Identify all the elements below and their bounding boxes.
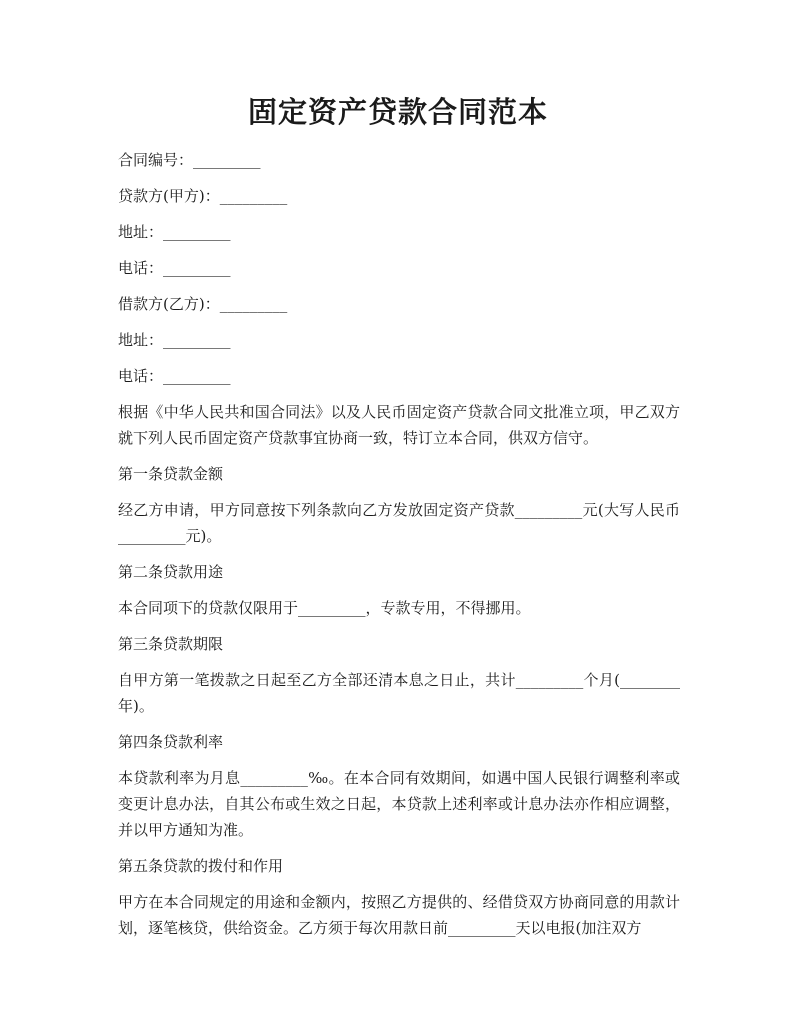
article-heading: 第五条贷款的拨付和作用: [118, 857, 284, 875]
borrower-field: 借款方(乙方)：_________: [118, 295, 288, 313]
lender-phone-field: 电话：_________: [118, 259, 231, 277]
article-body: 甲方在本合同规定的用途和金额内，按照乙方提供的、经借贷双方协商同意的用款计划，逐笔核贷，供给资金。乙方须于每次用款日前_________天以电报(加注双方: [118, 893, 680, 937]
article-heading: 第四条贷款利率: [118, 733, 224, 751]
borrower-phone-field: 电话：_________: [118, 367, 231, 385]
article-heading: 第三条贷款期限: [118, 635, 224, 653]
contract-number-field: 合同编号：_________: [118, 151, 261, 169]
document-title: 固定资产贷款合同范本: [247, 95, 548, 129]
lender-address-field: 地址：_________: [118, 223, 231, 241]
lender-field: 贷款方(甲方)：_________: [118, 187, 288, 205]
document-body: [118, 147, 680, 941]
article-body: 本合同项下的贷款仅限用于_________，专款专用，不得挪用。: [118, 599, 531, 617]
article-body: 本贷款利率为月息_________‰。在本合同有效期间，如遇中国人民银行调整利率或变更计息办法，自其公布或生效之日起，本贷款上述利率或计息办法亦作相应调整，并以甲方通知为准。: [118, 769, 680, 839]
article-body: 经乙方申请，甲方同意按下列条款向乙方发放固定资产贷款_________元(大写人民币_________元)。: [118, 501, 680, 545]
article-heading: 第一条贷款金额: [118, 465, 224, 483]
article-heading: 第二条贷款用途: [118, 563, 224, 581]
preamble-paragraph: 根据《中华人民共和国合同法》以及人民币固定资产贷款合同文批准立项，甲乙双方就下列人民币固定资产贷款事宜协商一致，特订立本合同，供双方信守。: [118, 403, 680, 447]
borrower-address-field: 地址：_________: [118, 331, 231, 349]
article-body: 自甲方第一笔拨款之日起至乙方全部还清本息之日止，共计_________个月(________年)。: [118, 671, 680, 715]
